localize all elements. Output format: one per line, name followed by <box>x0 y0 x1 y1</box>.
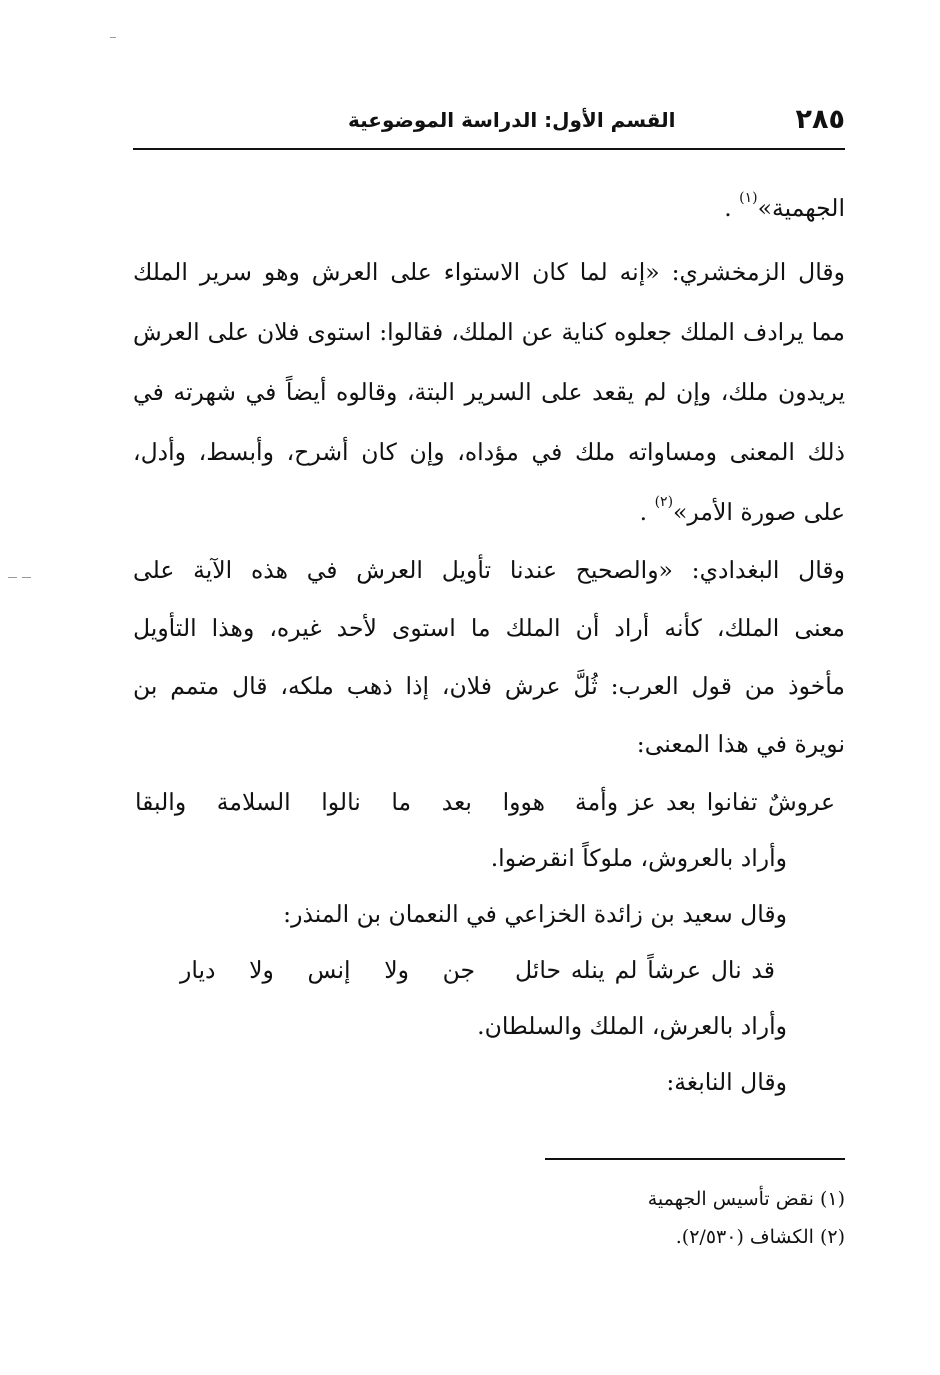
text-line: نويرة في هذا المعنى: <box>636 730 845 758</box>
footnote-separator <box>545 1158 845 1160</box>
verse-line <box>133 942 845 998</box>
verse-second-hemistich: جن ولا إنس ولا ديار <box>180 956 475 984</box>
text-line: وأراد بالعرش، الملك والسلطان. <box>477 1012 787 1040</box>
text-line: وقال سعيد بن زائدة الخزاعي في النعمان بن المنذر: <box>283 900 787 928</box>
text-line: مما يرادف الملك جعلوه كناية عن الملك، فقالوا: استوى فلان على العرش <box>133 318 845 346</box>
text-line: وقال البغدادي: «والصحيح عندنا تأويل العرش في هذه الآية على <box>133 556 845 584</box>
footnote-ref: (١) <box>739 190 758 206</box>
text-line: يريدون ملك، وإن لم يقعد على السرير البتة، وقالوه أيضاً في شهرته في <box>133 378 845 406</box>
verse-first-hemistich: قد نال عرشاً لم ينله حائل <box>515 956 775 984</box>
text-line: ذلك المعنى ومساواته ملك في مؤداه، وإن كان أشرح، وأبسط، وأدل، <box>133 438 845 466</box>
footnote: (٢) الكشاف (٢/٥٣٠). <box>675 1226 845 1248</box>
footnote-ref: (٢) <box>654 494 674 510</box>
scan-dash <box>8 577 17 578</box>
page-header <box>133 96 845 150</box>
footnotes <box>133 1180 845 1256</box>
page-number: ٢٨٥ <box>795 104 845 135</box>
scan-speck <box>110 37 116 38</box>
text-line: وقال النابغة: <box>666 1068 787 1096</box>
footnote: (١) نقض تأسيس الجهمية <box>647 1188 845 1210</box>
text-line: على صورة الأمر»$^{(٢)}$ . <box>639 494 845 526</box>
verse-line <box>133 774 845 830</box>
text-line: الجهمية»$^{(١)}$ . <box>724 190 845 222</box>
verse-second-hemistich: هووا بعد ما نالوا السلامة والبقا <box>135 788 545 816</box>
text-line: معنى الملك، كأنه أراد أن الملك ما استوى لأحد غيره، وهذا التأويل <box>133 614 845 642</box>
text-line: مأخوذ من قول العرب: ثُلَّ عرش فلان، إذا ذهب ملكه، قال متمم بن <box>133 672 845 700</box>
running-title: القسم الأول: الدراسة الموضوعية <box>348 108 676 132</box>
text-line: وقال الزمخشري: «إنه لما كان الاستواء على العرش وهو سرير الملك <box>133 258 845 286</box>
text-line: وأراد بالعروش، ملوكاً انقرضوا. <box>490 844 787 872</box>
scan-dash <box>22 577 31 578</box>
verse-first-hemistich: عروشٌ تفانوا بعد عز وأمة <box>575 788 835 816</box>
